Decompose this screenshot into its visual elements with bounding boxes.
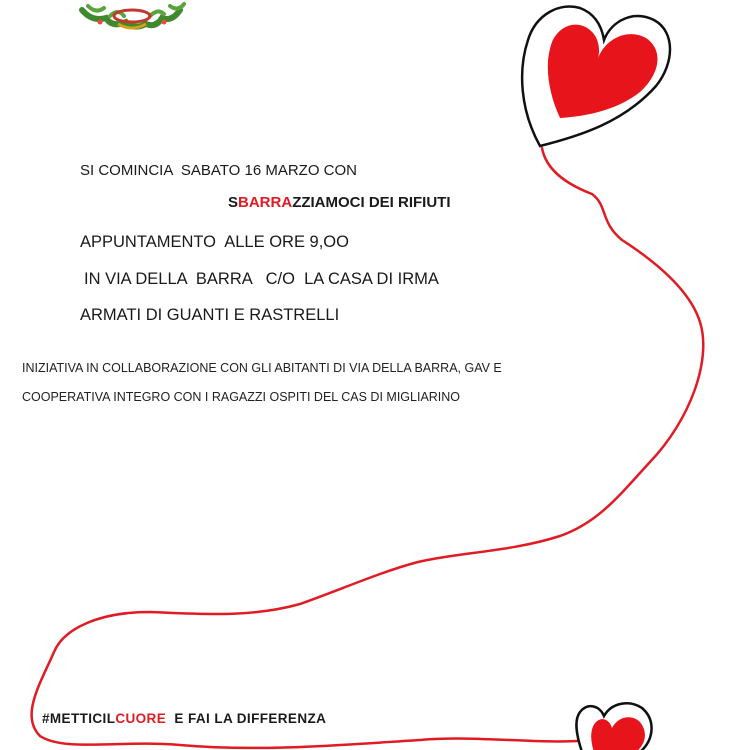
heart-icon bbox=[576, 703, 651, 750]
campaign-hashtag bbox=[42, 711, 326, 726]
collaboration-note-line-2: COOPERATIVA INTEGRO CON I RAGAZZI OSPITI DEL CAS DI MIGLIARINO bbox=[22, 390, 461, 404]
event-title-part1: S bbox=[228, 194, 239, 211]
event-date-line: SI COMINCIA SABATO 16 MARZO CON bbox=[80, 162, 357, 179]
municipal-crest-icon bbox=[82, 4, 184, 28]
hashtag-part3: E FAI LA DIFFERENZA bbox=[166, 711, 327, 726]
event-title bbox=[228, 194, 451, 211]
event-title-highlight: BARRA bbox=[238, 194, 293, 211]
hashtag-part1: #METTICIL bbox=[42, 711, 116, 726]
location-line: IN VIA DELLA BARRA C/O LA CASA DI IRMA bbox=[84, 270, 439, 288]
equipment-line: ARMATI DI GUANTI E RASTRELLI bbox=[80, 306, 340, 324]
collaboration-note-line-1: INIZIATIVA IN COLLABORAZIONE CON GLI ABITANTI DI VIA DELLA BARRA, GAV E bbox=[22, 361, 502, 375]
event-title-part3: ZZIAMOCI DEI RIFIUTI bbox=[292, 194, 451, 211]
appointment-time-line: APPUNTAMENTO ALLE ORE 9,OO bbox=[80, 233, 349, 251]
hashtag-highlight: CUORE bbox=[115, 711, 167, 726]
heart-icon bbox=[522, 6, 670, 146]
